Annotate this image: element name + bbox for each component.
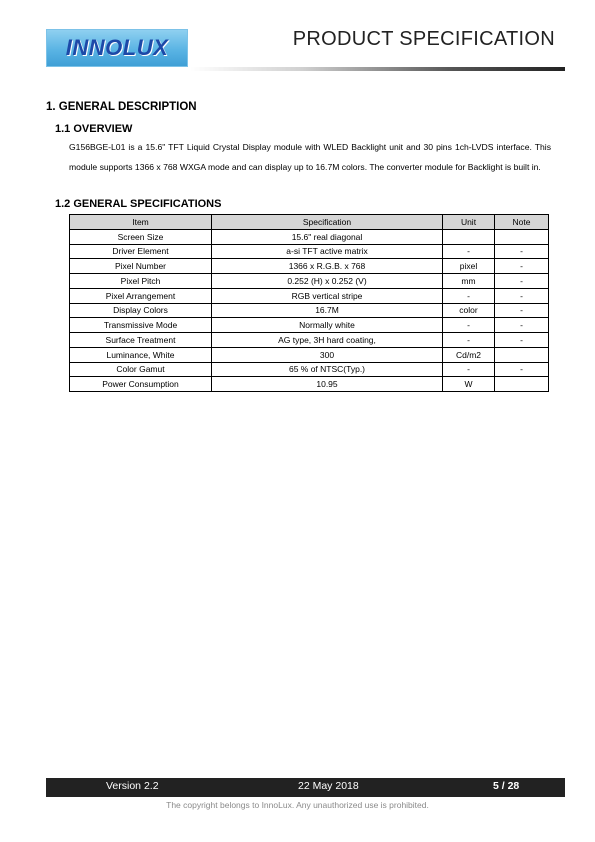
cell-item: Pixel Number xyxy=(70,259,212,274)
table-row xyxy=(70,362,549,377)
cell-item: Screen Size xyxy=(70,229,212,244)
cell-item: Color Gamut xyxy=(70,362,212,377)
table-row xyxy=(70,377,549,392)
column-header-item: Item xyxy=(70,215,212,230)
general-specifications-table xyxy=(69,214,549,392)
footer-page-number: 5 / 28 xyxy=(493,780,520,792)
table-row xyxy=(70,333,549,348)
copyright-notice: The copyright belongs to InnoLux. Any unauthorized use is prohibited. xyxy=(166,800,429,810)
cell-item: Driver Element xyxy=(70,244,212,259)
table-row xyxy=(70,259,549,274)
section-heading-general-description: 1. GENERAL DESCRIPTION xyxy=(46,101,197,113)
logo-text: INNOLUX xyxy=(65,35,169,60)
footer-version: Version 2.2 xyxy=(106,780,159,792)
table-body xyxy=(70,229,549,391)
cell-unit: pixel xyxy=(443,259,495,274)
cell-note: - xyxy=(495,362,549,377)
cell-specification: 10.95 xyxy=(212,377,443,392)
cell-item: Surface Treatment xyxy=(70,333,212,348)
column-header-specification: Specification xyxy=(212,215,443,230)
cell-specification: RGB vertical stripe xyxy=(212,288,443,303)
cell-unit xyxy=(443,229,495,244)
cell-unit: - xyxy=(443,288,495,303)
table-row xyxy=(70,274,549,289)
cell-note: - xyxy=(495,303,549,318)
subsection-heading-general-specifications: 1.2 GENERAL SPECIFICATIONS xyxy=(55,198,222,210)
cell-item: Transmissive Mode xyxy=(70,318,212,333)
table-row xyxy=(70,347,549,362)
column-header-unit: Unit xyxy=(443,215,495,230)
cell-unit: - xyxy=(443,362,495,377)
cell-note: - xyxy=(495,318,549,333)
header-divider xyxy=(190,67,565,71)
cell-item: Power Consumption xyxy=(70,377,212,392)
column-header-note: Note xyxy=(495,215,549,230)
innolux-logo xyxy=(46,29,188,67)
cell-specification: 65 % of NTSC(Typ.) xyxy=(212,362,443,377)
cell-specification: 300 xyxy=(212,347,443,362)
table-row xyxy=(70,303,549,318)
table-row xyxy=(70,318,549,333)
cell-note xyxy=(495,377,549,392)
cell-specification: 0.252 (H) x 0.252 (V) xyxy=(212,274,443,289)
cell-note xyxy=(495,229,549,244)
cell-specification: 15.6" real diagonal xyxy=(212,229,443,244)
cell-note: - xyxy=(495,288,549,303)
cell-unit: Cd/m2 xyxy=(443,347,495,362)
cell-item: Display Colors xyxy=(70,303,212,318)
cell-unit: - xyxy=(443,244,495,259)
cell-unit: - xyxy=(443,318,495,333)
cell-unit: color xyxy=(443,303,495,318)
cell-note: - xyxy=(495,244,549,259)
subsection-heading-overview: 1.1 OVERVIEW xyxy=(55,123,133,135)
table-header-row xyxy=(70,215,549,230)
cell-unit: - xyxy=(443,333,495,348)
footer-date: 22 May 2018 xyxy=(298,780,359,792)
cell-specification: a-si TFT active matrix xyxy=(212,244,443,259)
table-row xyxy=(70,229,549,244)
table-row xyxy=(70,244,549,259)
cell-specification: 1366 x R.G.B. x 768 xyxy=(212,259,443,274)
cell-unit: W xyxy=(443,377,495,392)
cell-unit: mm xyxy=(443,274,495,289)
table-row xyxy=(70,288,549,303)
cell-specification: AG type, 3H hard coating, xyxy=(212,333,443,348)
footer-bar xyxy=(46,778,565,797)
cell-note: - xyxy=(495,274,549,289)
cell-note: - xyxy=(495,259,549,274)
cell-specification: 16.7M xyxy=(212,303,443,318)
overview-line: G156BGE-L01 is a 15.6" TFT Liquid Crystal Display module with WLED Backlight unit and 30 pins xyxy=(69,142,452,152)
overview-line: 1ch-LVDS interface. This module supports 1366 x 768 WXGA mode and can display up to 16.7M colors. The xyxy=(69,142,552,172)
cell-item: Pixel Arrangement xyxy=(70,288,212,303)
document-title: PRODUCT SPECIFICATION xyxy=(292,28,555,50)
cell-note: - xyxy=(495,333,549,348)
cell-item: Pixel Pitch xyxy=(70,274,212,289)
cell-note xyxy=(495,347,549,362)
overview-line: converter module for Backlight is built in. xyxy=(386,161,541,172)
cell-item: Luminance, White xyxy=(70,347,212,362)
cell-specification: Normally white xyxy=(212,318,443,333)
overview-paragraph xyxy=(69,138,551,177)
